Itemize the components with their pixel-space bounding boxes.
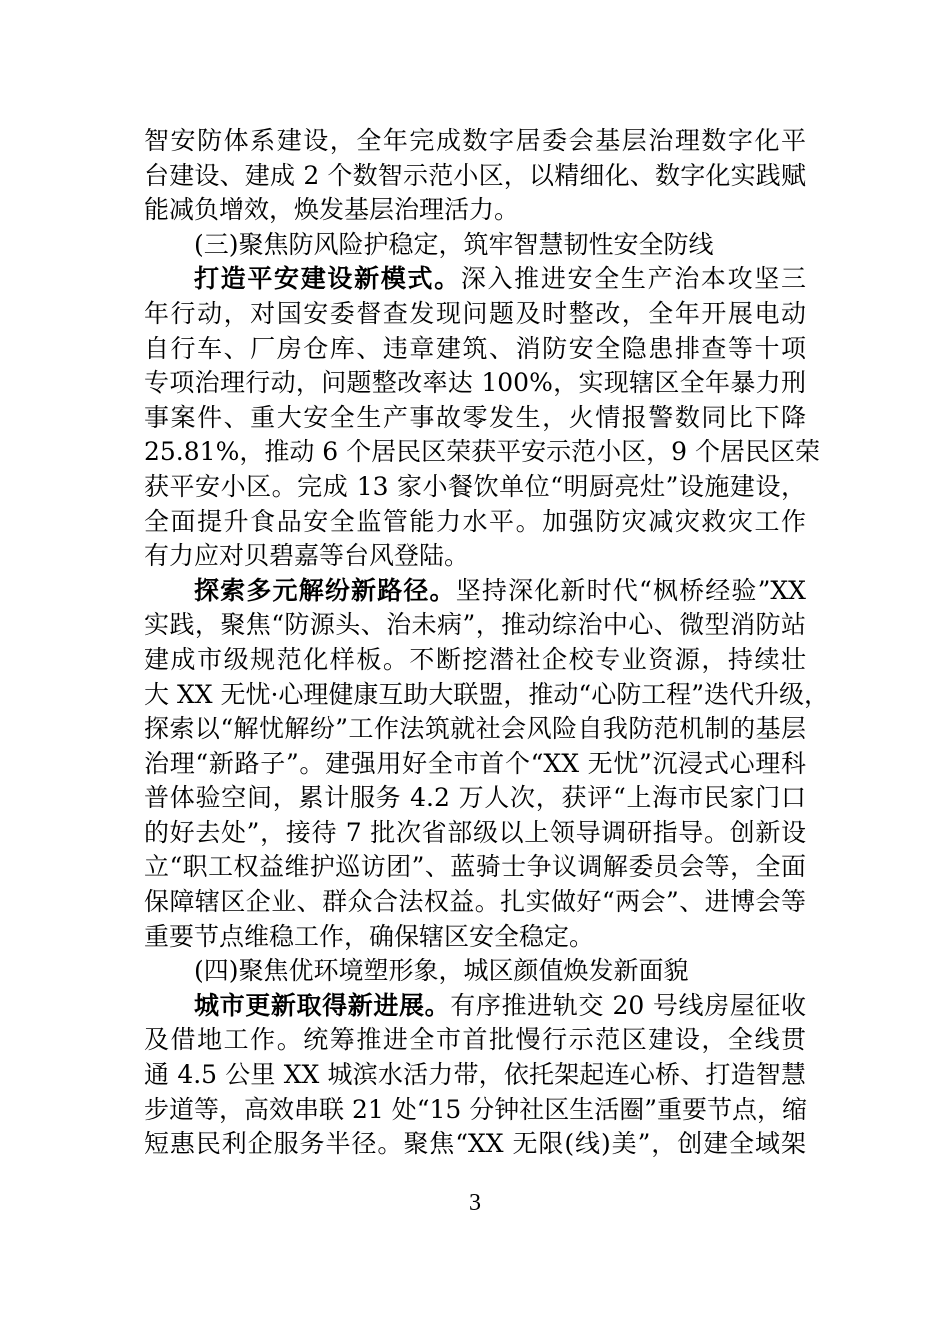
text-run: 建成市级规范化样板。不断挖潜社企校专业资源，持续壮 xyxy=(144,644,806,674)
text-run: 智安防体系建设，全年完成数字居委会基层治理数字化平 xyxy=(144,126,806,155)
text-run: 通 4.5 公里 XX 城滨水活力带，依托架起连心桥、打造智慧 xyxy=(144,1060,806,1090)
text-run: 大 XX 无忧·心理健康互助大联盟，推动“心防工程”迭代升级， xyxy=(144,679,829,709)
text-line xyxy=(144,228,806,263)
paragraph-lead-heading: 打造平安建设新模式。 xyxy=(194,264,461,294)
text-line xyxy=(144,332,806,367)
text-run: 及借地工作。统筹推进全市首批慢行示范区建设，全线贯 xyxy=(144,1025,806,1055)
text-run: (四)聚焦优环境塑形象，城区颜值焕发新面貌 xyxy=(194,956,689,986)
text-line xyxy=(144,954,806,989)
text-run: 重要节点维稳工作，确保辖区安全稳定。 xyxy=(144,921,595,951)
text-line xyxy=(144,747,806,782)
text-run: 25.81%，推动 6 个居民区荣获平安示范小区，9 个居民区荣 xyxy=(144,437,820,467)
text-run: 立“职工权益维护巡访团”、蓝骑士争议调解委员会等，全面 xyxy=(144,852,806,882)
text-run: 坚持深化新时代“枫桥经验”XX xyxy=(455,575,806,605)
text-run: 步道等，高效串联 21 处“15 分钟社区生活圈”重要节点，缩 xyxy=(144,1094,808,1124)
text-run: 实践，聚焦“防源头、治未病”，推动综治中心、微型消防站 xyxy=(144,610,806,640)
text-run: 的好去处”，接待 7 批次省部级以上领导调研指导。创新设 xyxy=(144,817,806,847)
text-line xyxy=(144,159,806,194)
text-run: 自行车、厂房仓库、违章建筑、消防安全隐患排查等十项 xyxy=(144,333,806,363)
text-line xyxy=(144,643,806,678)
paragraph-lead-heading: 探索多元解纷新路径。 xyxy=(194,575,456,605)
text-line xyxy=(144,1093,806,1128)
text-line xyxy=(144,885,806,920)
text-line xyxy=(144,781,806,816)
text-run: 事案件、重大安全生产事故零发生，火情报警数同比下降 xyxy=(144,402,806,432)
text-run: 有序推进轨交 20 号线房屋征收 xyxy=(450,990,806,1020)
text-line xyxy=(144,401,806,436)
text-line xyxy=(144,850,806,885)
text-line xyxy=(144,678,829,713)
text-run: 台建设、建成 2 个数智示范小区，以精细化、数字化实践赋 xyxy=(144,160,806,190)
text-line xyxy=(144,193,806,228)
text-line xyxy=(144,366,806,401)
text-run: 全面提升食品安全监管能力水平。加强防灾减灾救灾工作 xyxy=(144,506,806,536)
text-run: 短惠民利企服务半径。聚焦“XX 无限(线)美”，创建全域架 xyxy=(144,1129,806,1159)
document-body xyxy=(144,124,829,1162)
text-line xyxy=(144,539,806,574)
text-run: (三)聚焦防风险护稳定，筑牢智慧韧性安全防线 xyxy=(194,229,714,259)
text-run: 深入推进安全生产治本攻坚三 xyxy=(460,264,806,294)
text-run: 治理“新路子”。建强用好全市首个“XX 无忧”沉浸式心理科 xyxy=(144,748,806,778)
text-line xyxy=(144,1058,806,1093)
text-run: 探索以“解忧解纷”工作法筑就社会风险自我防范机制的基层 xyxy=(144,714,806,744)
text-run: 普体验空间，累计服务 4.2 万人次，获评“上海市民家门口 xyxy=(144,783,806,813)
text-line xyxy=(144,989,806,1024)
text-run: 保障辖区企业、群众合法权益。扎实做好“两会”、进博会等 xyxy=(144,887,806,917)
text-line xyxy=(144,574,806,609)
text-run: 能减负增效，焕发基层治理活力。 xyxy=(144,195,520,225)
text-line xyxy=(144,262,806,297)
text-run: 有力应对贝碧嘉等台风登陆。 xyxy=(144,541,470,571)
text-line xyxy=(144,470,806,505)
text-line xyxy=(144,712,806,747)
text-line xyxy=(144,816,806,851)
page-number: 3 xyxy=(469,1190,481,1216)
text-line xyxy=(144,608,806,643)
text-line xyxy=(144,920,806,955)
text-line xyxy=(144,435,820,470)
text-line xyxy=(144,1023,806,1058)
text-run: 专项治理行动，问题整改率达 100%，实现辖区全年暴力刑 xyxy=(144,368,806,398)
text-line xyxy=(144,505,806,540)
paragraph-lead-heading: 城市更新取得新进展。 xyxy=(194,990,451,1020)
text-run: 获平安小区。完成 13 家小餐饮单位“明厨亮灶”设施建设， xyxy=(144,471,806,501)
text-line xyxy=(144,1127,806,1162)
text-line xyxy=(144,124,806,159)
text-run: 年行动，对国安委督查发现问题及时整改，全年开展电动 xyxy=(144,298,806,328)
text-line xyxy=(144,297,806,332)
